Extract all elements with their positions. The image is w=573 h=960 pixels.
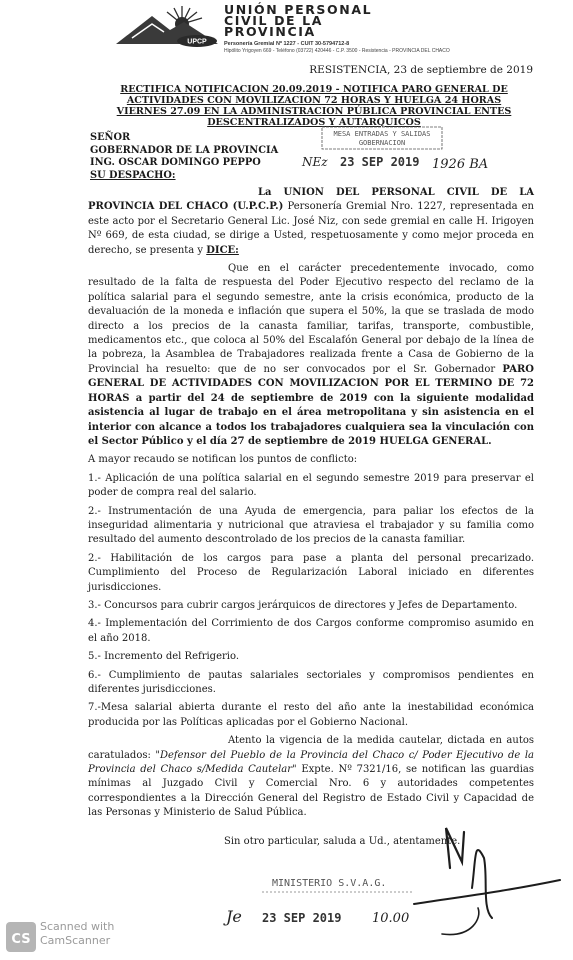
body-text: Expte. Nº 7321/16, se notifican las guardias mínimas al Juzgado Civil y Comercial Nro. 6 y autoridades competentes correspondientes a la Dirección General del Registro de Estado Civil y Capacidad de las Personas y Ministerio de Salud Pública. xyxy=(88,764,534,819)
document-subject: RECTIFICA NOTIFICACION 20.09.2019 - NOTIFICA PARO GENERAL DE ACTIVIDADES CON MOVILIZACION 72 HORAS Y HUELGA 24 HORAS VIERNES 27.09 EN LA ADMINISTRACION PÚBLICA PROVINCIAL ENTES DESCENTRALIZADOS Y AUTARQUICOS xyxy=(116,84,512,128)
list-item: 2.- Habilitación de los cargos para pase a planta del personal precarizado. Cumplimiento del Proceso de Regularización Laboral iniciado en diferentes jurisdicciones. xyxy=(88,552,534,593)
body-text: Que en el carácter precedentemente invocado, como resultado de la falta de respuesta del Poder Ejecutivo respecto del reclamo de la política salarial para el segundo semestre, ante la crisis económica, producto de la devaluación de la moneda e inflación que supera el 50%, la que se traslada de modo directo a los precios de la canasta familiar, tarifas, transporte, combustible, medicamentos etc., que coloca al 50% del Escalafón General por debajo de la línea de la pobreza, la Asamblea de Trabajadores realizada frente a Casa de Gobierno de la Provincial ha resuelto: que de no ser convocados por el Sr. Gobernador xyxy=(88,263,534,375)
letterhead-title xyxy=(224,4,524,37)
received-stamp xyxy=(300,126,489,172)
letterhead-title-line: CIVIL DE LA xyxy=(224,13,323,28)
document-date: RESISTENCIA, 23 de septiembre de 2019 xyxy=(309,64,533,76)
signature-icon xyxy=(412,818,562,948)
list-item: 4.- Implementación del Corrimiento de dos Cargos conforme compromiso asumido en el año 2018. xyxy=(88,618,534,644)
stamp2-line1: MINISTERIO S.V.A.G. xyxy=(272,878,387,889)
document-body xyxy=(88,186,534,825)
body-text: Atento la vigencia de la medida cautelar, dictada en autos caratulados: xyxy=(88,735,534,761)
case-title: "Defensor del Pueblo de la Provincia del Chaco c/ Poder Ejecutivo de la Provincia del Chaco s/Medida Cautelar" xyxy=(88,749,534,776)
svg-text:Je: Je xyxy=(226,907,242,926)
stamp-date: 23 SEP 2019 xyxy=(340,155,420,169)
letterhead-address: Hipólito Yrigoyen 669 - Teléfono (03722) 420446 - C.P. 3500 - Resistencia - PROVINCIA DEL CHACO xyxy=(224,48,450,54)
closing-line: Sin otro particular, saluda a Ud., atentamente. xyxy=(224,836,461,847)
body-paragraph xyxy=(88,262,534,449)
addressee-line: SU DESPACHO: xyxy=(90,169,176,181)
stamp-line2: GOBERNACION xyxy=(358,139,406,147)
list-item: 5.- Incremento del Refrigerio. xyxy=(88,651,239,663)
list-item: 6.- Cumplimiento de pautas salariales sectoriales y compromisos pendientes en diferentes jurisdicciones. xyxy=(88,669,534,695)
letterhead-title-line: UNIÓN PERSONAL xyxy=(224,2,373,17)
stamp2-handwritten: 10.00 xyxy=(372,911,410,926)
watermark-line: Scanned with xyxy=(40,920,115,933)
dice-label: DICE: xyxy=(206,244,239,256)
ministry-stamp xyxy=(222,858,422,928)
addressee-line: ING. OSCAR DOMINGO PEPPO xyxy=(90,157,261,168)
addressee-line: GOBERNADOR DE LA PROVINCIA xyxy=(90,144,279,156)
letterhead-title-line: PROVINCIA xyxy=(224,24,316,39)
logo-text: UPCP xyxy=(187,38,207,46)
stamp-number: 1926 BA xyxy=(432,157,489,172)
watermark-line: CamScanner xyxy=(40,934,111,947)
body-paragraph xyxy=(88,186,534,258)
stamp2-date: 23 SEP 2019 xyxy=(262,911,342,925)
body-paragraph xyxy=(88,734,534,820)
body-paragraph: A mayor recaudo se notifican los puntos de conflicto: xyxy=(88,454,358,466)
upcp-logo-icon xyxy=(112,4,222,48)
svg-text:CS: CS xyxy=(11,932,31,947)
union-name: La UNION DEL PERSONAL CIVIL DE LA PROVINCIA DEL CHACO (U.P.C.P.) xyxy=(88,187,534,213)
camscanner-watermark xyxy=(40,920,114,948)
list-item: 3.- Concursos para cubrir cargos jerárquicos de directores y Jefes de Departamento. xyxy=(88,599,518,611)
list-item: 7.-Mesa salarial abierta durante el resto del año ante la inestabilidad económica producida por las Políticas aplicadas por el Gobierno Nacional. xyxy=(88,702,534,728)
list-item: 2.- Instrumentación de una Ayuda de emergencia, para paliar los efectos de la inseguridad alimentaria y nutricional que atraviesa el trabajador y su familia como resultado del aumento descontrolado de los precios de la canasta familiar. xyxy=(88,505,534,546)
list-item: 1.- Aplicación de una política salarial en el segundo semestre 2019 para preservar el poder de compra real del salario. xyxy=(88,472,534,499)
addressee-block xyxy=(90,132,290,182)
letterhead-subline: Personería Gremial Nº 1227 - CUIT 30-5794712-8 xyxy=(224,41,350,47)
addressee-line: SEÑOR xyxy=(90,132,131,143)
body-text: Personería Gremial Nro. 1227, representada en este acto por el Secretario General Lic. José Niz, con sede gremial en calle H. Irigoyen Nº 669, de esta ciudad, se dirige a Usted, respetuosamente y como mejor proceda en derecho, se presenta y xyxy=(88,201,535,256)
stamp-handwritten: NEz xyxy=(302,155,328,169)
stamp-line1: MESA ENTRADAS Y SALIDAS xyxy=(333,130,431,138)
strike-announcement: PARO GENERAL DE ACTIVIDADES CON MOVILIZACION POR EL TERMINO DE 72 HORAS a partir del 24 de septiembre de 2019 con la siguiente modalidad asistencia al lugar de trabajo en el área metropolitana y sin asistencia en el interior con alcance a todos los trabajadores cualquiera sea la vinculación con el Sector Público y el día 27 de septiembre de 2019 HUELGA GENERAL. xyxy=(88,363,534,447)
